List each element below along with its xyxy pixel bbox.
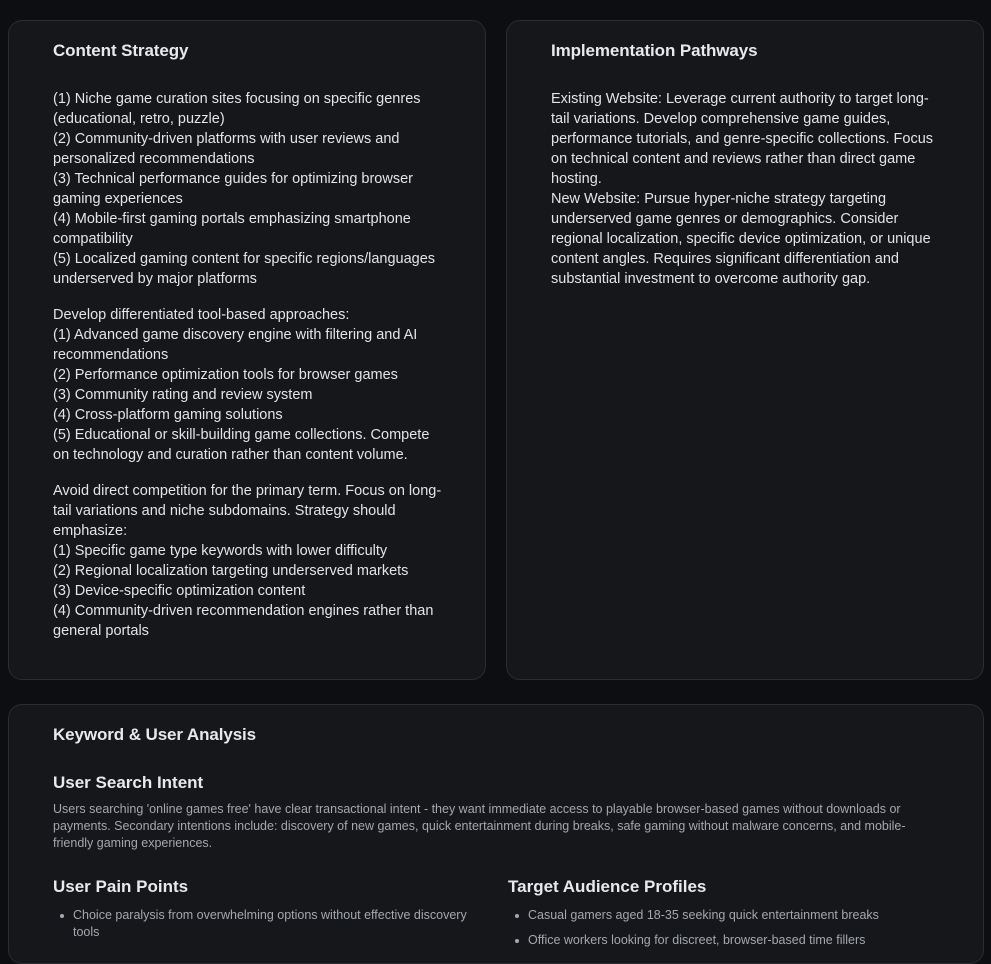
implementation-pathways-card — [506, 20, 984, 680]
pain-points-title: User Pain Points — [53, 877, 189, 896]
bullet-icon — [60, 914, 64, 918]
audience-title: Target Audience Profiles — [508, 877, 707, 896]
keyword-analysis-card — [8, 704, 984, 964]
strategy-paragraph: (1) Niche game curation sites focusing on specific genres (educational, retro, puzzle) (2) Community-driven platforms with user reviews and personalized recommendations (3) Technical performance guides for optimizing browser gaming experiences (4) Mobile-first gaming portals emphasizing smartphone compatibility (5) Localized gaming content for specific regions/languages underserved by major platforms — [53, 91, 436, 287]
strategy-paragraph: Develop differentiated tool-based approaches: (1) Advanced game discovery engine with filtering and AI recommendations (2) Performance optimization tools for browser games (3) Community rating and review system (4) Cross-platform gaming solutions (5) Educational or skill-building game collections. Compete on technology and curation rather than content volume. — [53, 307, 430, 463]
list-item — [53, 907, 493, 941]
pain-point-text: Choice paralysis from overwhelming options without effective discovery tools — [73, 908, 467, 939]
audience-text: Office workers looking for discreet, browser-based time fillers — [528, 933, 866, 947]
search-intent-section — [53, 773, 943, 852]
implementation-pathways-title: Implementation Pathways — [551, 41, 758, 60]
search-intent-text: Users searching 'online games free' have clear transactional intent - they want immediate access to playable browser-based games without downloads or payments. Secondary intentions include: discovery of new games, quick entertainment during breaks, safe gaming without malware concerns, and mobile-friendly gaming experiences. — [53, 802, 906, 850]
pain-points-list — [53, 907, 493, 941]
content-strategy-body — [53, 89, 448, 657]
bullet-icon — [515, 914, 519, 918]
pain-points-section — [53, 877, 493, 949]
content-strategy-title: Content Strategy — [53, 41, 189, 60]
audience-list — [508, 907, 948, 949]
pathways-paragraph: Existing Website: Leverage current authority to target long-tail variations. Develop comprehensive game guides, performance tutorials, and genre-specific collections. Focus on technical content and reviews rather than direct game hosting. New Website: Pursue hyper-niche strategy targeting underserved game genres or demographics. Consider regional localization, specific device optimization, or unique content angles. Requires significant differentiation and substantial investment to overcome authority gap. — [551, 91, 934, 287]
list-item — [508, 932, 948, 949]
search-intent-title: User Search Intent — [53, 773, 204, 792]
content-strategy-card — [8, 20, 486, 680]
implementation-pathways-body — [551, 89, 943, 305]
audience-section — [508, 877, 948, 957]
bullet-icon — [515, 939, 519, 943]
audience-text: Casual gamers aged 18-35 seeking quick entertainment breaks — [528, 908, 879, 922]
strategy-paragraph: Avoid direct competition for the primary term. Focus on long-tail variations and niche subdomains. Strategy should emphasize: (1) Specific game type keywords with lower difficulty (2) Regional localization targeting underserved markets (3) Device-specific optimization content (4) Community-driven recommendation engines rather than general portals — [53, 483, 442, 639]
list-item — [508, 907, 948, 924]
keyword-analysis-title: Keyword & User Analysis — [53, 725, 257, 744]
